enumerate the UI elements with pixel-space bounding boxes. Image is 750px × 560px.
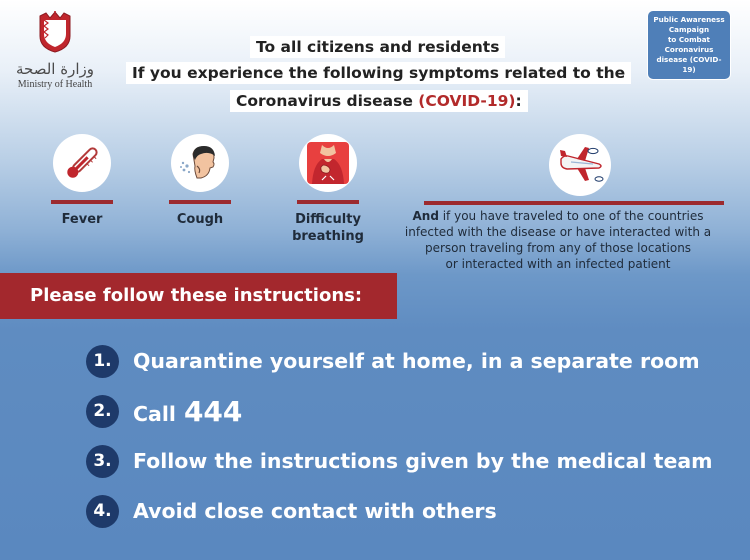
step-number: 3. [86,445,119,478]
cough-icon-circle [171,134,229,192]
instruction-step [86,495,713,527]
cough-divider [169,200,231,204]
bahrain-emblem-icon [36,10,74,54]
thermometer-icon [60,141,104,185]
breathing-label-line-1: Difficulty [295,212,361,227]
header-line-3-text: Coronavirus disease [236,92,419,110]
header-line-2: If you experience the following symptoms related to the [126,62,631,84]
cough-label: Cough [176,212,224,227]
fever-label: Fever [61,212,103,227]
ministry-english-name: Ministry of Health [17,79,93,90]
travel-line-1: if you have traveled to one of the countries [438,209,704,223]
call-text: Call [133,401,176,426]
header-line-3-suffix: : [515,92,522,110]
travel-lead: And [412,209,439,223]
travel-icon-circle [549,134,611,196]
step-text: Avoid close contact with others [133,499,497,523]
campaign-line: Coronavirus [664,45,714,54]
campaign-line: disease (COVID-19) [656,55,722,74]
fever-divider [51,200,113,204]
travel-line-3: person traveling from any of those locations [424,241,692,255]
step-number: 4. [86,495,119,528]
step-text [133,395,242,428]
step-number: 1. [86,345,119,378]
header-line-1: To all citizens and residents [250,36,505,58]
breathing-icon-circle [299,134,357,192]
instructions-heading: Please follow these instructions: [0,273,397,319]
coughing-person-icon [177,140,223,186]
travel-divider [424,201,724,205]
campaign-line: Campaign [668,25,710,34]
campaign-line: to Combat [667,35,710,44]
instruction-step [86,445,713,477]
campaign-line: Public Awareness [653,15,725,24]
travel-condition [424,134,724,205]
ministry-arabic-name: وزارة الصحة [16,60,94,78]
breathing-divider [297,200,359,204]
breathing-difficulty-icon [304,139,352,187]
travel-line-4: or interacted with an infected patient [445,257,671,271]
header-line-3 [230,90,528,112]
ministry-logo [10,10,100,90]
instruction-steps [86,345,713,545]
instruction-step [86,395,713,427]
covid-highlight: (COVID-19) [418,92,516,110]
instruction-step [86,345,713,377]
airplane-icon [555,143,605,187]
step-text: Quarantine yourself at home, in a separate room [133,349,700,373]
travel-description [392,208,724,272]
fever-icon-circle [53,134,111,192]
travel-line-2: infected with the disease or have interacted with a [404,225,712,239]
symptom-difficulty-breathing [286,134,370,245]
symptom-fever [40,134,124,228]
symptom-cough [158,134,242,228]
emergency-number: 444 [183,394,243,428]
breathing-label [286,211,370,245]
step-number: 2. [86,395,119,428]
breathing-label-line-2: breathing [292,229,364,244]
campaign-badge [647,10,731,80]
step-text: Follow the instructions given by the medical team [133,449,713,473]
